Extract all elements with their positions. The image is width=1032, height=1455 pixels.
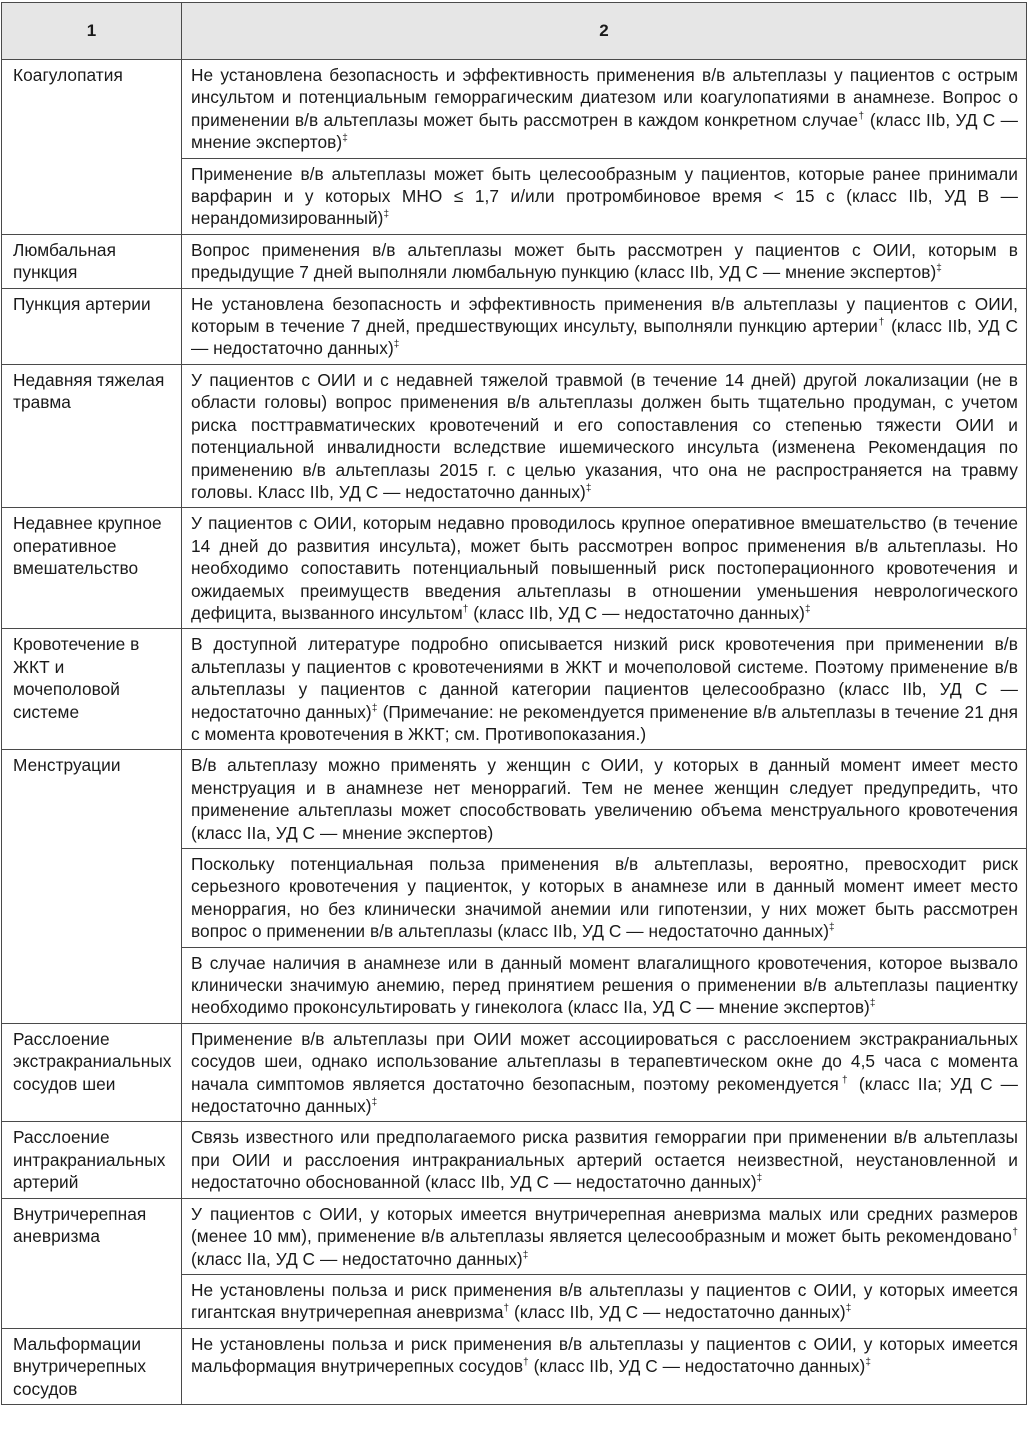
row-text [182, 364, 1027, 507]
column-header-1: 1 [2, 3, 182, 60]
table-row [2, 1023, 1027, 1122]
recommendation-paragraph: Не установлены польза и риск применения в/в альтеплазы у пациентов с ОИИ, у которых имеется мальформация внутричерепных сосудов† (класс IIb, УД С — недостаточно данных)‡ [191, 1333, 1018, 1377]
row-term: Недавняя тяжелая травма [2, 364, 182, 507]
row-term: Мальформации внутричерепных сосудов [2, 1328, 182, 1404]
table-body [2, 60, 1027, 1405]
row-term: Внутричерепная аневризма [2, 1198, 182, 1328]
row-text [182, 1328, 1027, 1404]
row-text [182, 629, 1027, 750]
recommendation-paragraph: Применение в/в альтеплазы может быть целесообразным у пациентов, которые ранее принимали варфарин и у которых МНО ≤ 1,7 и/или протромбиновое время < 15 с (класс IIb, УД В — нерандомизированный)‡ [182, 158, 1026, 234]
recommendation-paragraph: У пациентов с ОИИ, у которых имеется внутричерепная аневризма малых или средних размеров (менее 10 мм), применение в/в альтеплазы является целесообразным и может быть рекомендовано† (класс IIa, УД С — недостаточно данных)‡ [191, 1203, 1018, 1269]
recommendation-paragraph: Не установлена безопасность и эффективность применения в/в альтеплазы у пациентов с острым инсультом и потенциальным геморрагическим диатезом или коагулопатиями в анамнезе. Вопрос о применении в/в альтеплазы может быть рассмотрен в каждом конкретном случае† (класс IIb, УД С — мнение экспертов)‡ [191, 65, 1018, 153]
row-term: Менструации [2, 750, 182, 1023]
row-term: Расслоение экстракраниальных сосудов шеи [2, 1023, 182, 1122]
row-term: Коагулопатия [2, 60, 182, 235]
row-text [182, 508, 1027, 629]
table-row [2, 364, 1027, 507]
row-text [182, 1023, 1027, 1122]
recommendation-table [1, 2, 1027, 1405]
recommendation-paragraph: У пациентов с ОИИ, которым недавно проводилось крупное оперативное вмешательство (в течение 14 дней до развития инсульта), может быть рассмотрен вопрос применения в/в альтеплазы. Но необходимо сопоставить потенциальный повышенный риск постоперационного кровотечения и ожидаемых преимуществ введения альтеплазы в отношении уменьшения неврологического дефицита, вызванного инсультом† (класс IIb, УД С — недостаточно данных)‡ [191, 513, 1018, 623]
table-row [2, 629, 1027, 750]
recommendation-paragraph: Применение в/в альтеплазы при ОИИ может ассоциироваться с расслоением экстракраниальных сосудов шеи, однако использование альтеплазы в терапевтическом окне до 4,5 часа с момента начала симптомов является достаточно безопасным, поэтому рекомендуется† (класс IIa; УД С — недостаточно данных)‡ [191, 1028, 1018, 1117]
row-term: Пункция артерии [2, 288, 182, 364]
table-row [2, 1122, 1027, 1198]
column-header-2: 2 [182, 3, 1027, 60]
table-row [2, 1328, 1027, 1404]
table-header-row [2, 3, 1027, 60]
row-term: Расслоение интракраниальных артерий [2, 1122, 182, 1198]
recommendation-paragraph: Вопрос применения в/в альтеплазы может быть рассмотрен у пациентов с ОИИ, которым в предыдущие 7 дней выполняли люмбальную пункцию (класс IIb, УД С — мнение экспертов)‡ [191, 239, 1018, 283]
row-term: Люмбальная пункция [2, 234, 182, 288]
table-row [2, 1198, 1027, 1328]
recommendation-paragraph: У пациентов с ОИИ и с недавней тяжелой травмой (в течение 14 дней) другой локализации (не в области головы) вопрос применения в/в альтеплазы должен быть тщательно продуман, с учетом риска посттравматических кровотечений и его сопоставления со степенью тяжести ОИИ и потенциальной инвалидности вследствие ишемического инсульта (изменена Рекомендация по применению в/в альтеплазы 2015 г. с целью указания, что она не распространяется на травму головы. Класс IIb, УД С — недостаточно данных)‡ [191, 369, 1018, 502]
row-text [182, 288, 1027, 364]
table-row [2, 60, 1027, 235]
table-row [2, 234, 1027, 288]
row-text [182, 60, 1027, 235]
row-term: Недавнее крупное оперативное вмешательство [2, 508, 182, 629]
row-text [182, 234, 1027, 288]
table-row [2, 750, 1027, 1023]
row-text [182, 1198, 1027, 1328]
recommendation-paragraph: В случае наличия в анамнезе или в данный момент влагалищного кровотечения, которое вызвало клинически значимую анемию, перед принятием решения о применении в/в альтеплазы пациентку необходимо проконсультировать у гинеколога (класс IIa, УД С — мнение экспертов)‡ [182, 947, 1026, 1023]
recommendation-paragraph: Связь известного или предполагаемого риска развития геморрагии при применении в/в альтеплазы при ОИИ и расслоения интракраниальных артерий остается неизвестной, неустановленной и недостаточно обоснованной (класс IIb, УД С — недостаточно данных)‡ [191, 1127, 1018, 1193]
recommendation-paragraph: Не установлены польза и риск применения в/в альтеплазы у пациентов с ОИИ, у которых имеется гигантская внутричерепная аневризма† (класс IIb, УД С — недостаточно данных)‡ [182, 1274, 1026, 1328]
recommendation-paragraph: В/в альтеплазу можно применять у женщин с ОИИ, у которых в данный момент имеет место менструация и в анамнезе нет меноррагий. Тем не менее женщин следует предупредить, что применение альтеплазы может способствовать увеличению объема менструального кровотечения (класс IIa, УД С — мнение экспертов) [191, 755, 1018, 843]
row-text [182, 750, 1027, 1023]
table-row [2, 508, 1027, 629]
recommendation-paragraph: В доступной литературе подробно описывается низкий риск кровотечения при применении в/в альтеплазы у пациентов с кровотечениями в ЖКТ и мочеполовой системе. Поэтому применение в/в альтеплазы у пациентов с данной категории пациентов целесообразно (класс IIb, УД С — недостаточно данных)‡ (Примечание: не рекомендуется применение в/в альтеплазы в течение 21 дня с момента кровотечения в ЖКТ; см. Противопоказания.) [191, 634, 1018, 744]
row-text [182, 1122, 1027, 1198]
row-term: Кровотечение в ЖКТ и мочеполовой системе [2, 629, 182, 750]
table-row [2, 288, 1027, 364]
recommendation-paragraph: Поскольку потенциальная польза применения в/в альтеплазы, вероятно, превосходит риск серьезного кровотечения у пациенток, у которых в анамнезе или в данный момент имеет место меноррагия, но без клинически значимой анемии или гипотензии, у них может быть рассмотрен вопрос о применении в/в альтеплазы (класс IIb, УД С — недостаточно данных)‡ [182, 848, 1026, 947]
recommendation-paragraph: Не установлена безопасность и эффективность применения в/в альтеплазы у пациентов с ОИИ, которым в течение 7 дней, предшествующих инсульту, выполняли пункцию артерии† (класс IIb, УД С — недостаточно данных)‡ [191, 293, 1018, 359]
